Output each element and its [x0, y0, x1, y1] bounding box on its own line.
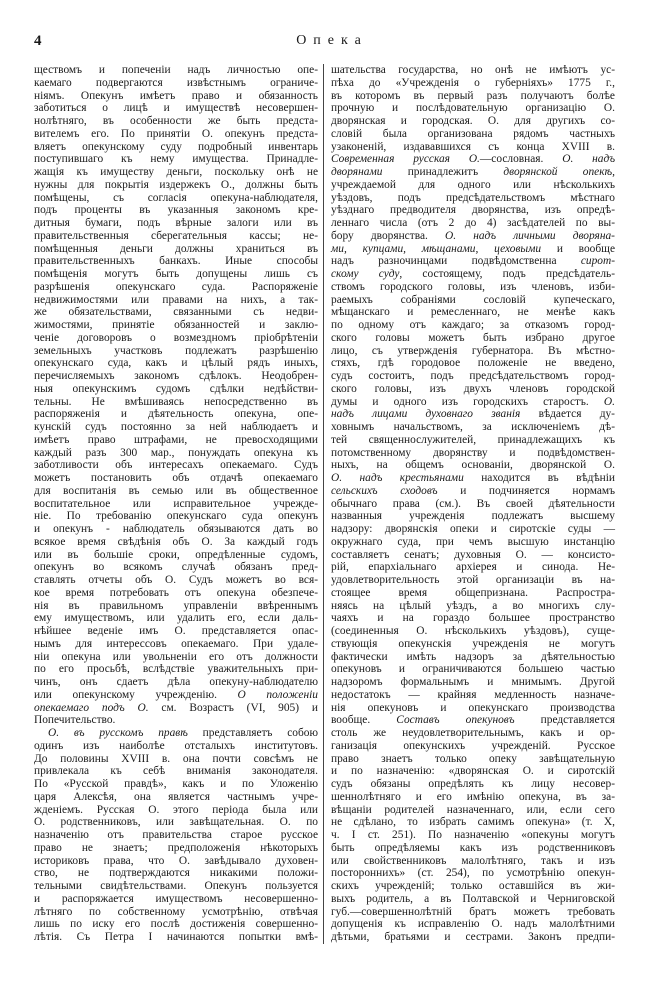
text-line: прочную и послѣдовательную организацію О.	[331, 102, 615, 115]
text-segment: представляетъ собою	[187, 727, 319, 739]
text-line: быть опредѣляемы какъ изъ родственниковъ	[331, 841, 615, 854]
text-line: дитныя бумаги, подъ вѣрные залоги или въ	[34, 217, 318, 229]
text-line: право не знаетъ; предположенія нѣкоторыхъ	[34, 841, 318, 854]
text-line: нія въ правильномъ управленіи ввѣреннымъ	[34, 599, 318, 612]
text-line: кое время потребовать отъ опекуна обезпече-	[34, 586, 318, 599]
text-line	[331, 408, 615, 421]
text-line: нѣйшее веденіе имъ О. представляется опас-	[34, 625, 318, 637]
text-line: недвижимостями или правами на нихъ, а так-	[34, 293, 318, 306]
text-line: вѣщаніи родителей назначеннаго, или, если сего	[331, 803, 615, 816]
text-line: воспитательное или исправительное учрежде-	[34, 497, 318, 510]
text-line: опекунъ во всякомъ случаѣ обязанъ пред-	[34, 561, 318, 574]
text-line	[34, 689, 318, 702]
text-line: недостатокъ — крайняя медленность назначе-	[331, 688, 615, 701]
text-line: кунскій судъ постоянно за ней наблюдаетъ и	[34, 421, 318, 433]
text-segment: , состоящему, подъ предсѣдатель-	[399, 268, 615, 280]
text-line: До половины XVIII в. она почти совсѣмъ не	[34, 752, 318, 765]
text-line: лишь по иску его послѣ достиженія совершенно-	[34, 918, 318, 931]
text-segment: см. Возрастъ (VI, 905) и	[148, 701, 318, 714]
text-line: подъ проценты въ указанныя закономъ кре-	[34, 204, 318, 217]
text-line	[331, 166, 615, 179]
text-line: лѣтняго по собственному усмотрѣнію, отвѣчая	[34, 905, 318, 918]
text-line: судъ состоитъ, подъ предсѣдательствомъ город-	[331, 370, 615, 382]
italic-text-segment: О. надъ	[562, 153, 616, 166]
text-line: судъ обязаны опредѣлять къ лицу несовер-	[331, 778, 615, 790]
text-line: же обязательствами, связанными съ недви-	[34, 306, 318, 319]
text-line: историковъ права, что О. завѣдывало духовен-	[34, 854, 318, 867]
text-line	[331, 268, 615, 281]
text-line: Попечительство.	[34, 714, 116, 727]
text-line: столь же неудовлетворительнымъ, какъ и ор-	[331, 727, 615, 739]
text-line: или свойственниковъ малолѣтняго, такъ и изъ	[331, 854, 615, 867]
text-line: узаконеній, издававшихся съ конца XVIII в.	[331, 140, 615, 153]
text-line: нія опекуновъ и опекунскаго производства	[331, 701, 615, 714]
text-line: перечисляемыхъ закономъ сдѣлокъ. Неодобрен-	[34, 370, 318, 382]
text-line: стяхъ, гдѣ городовое положеніе не введено,	[331, 357, 615, 370]
text-line: разрѣшенія опекунскаго суда. Распоряженіе	[34, 280, 318, 293]
left-column	[34, 64, 318, 944]
text-line: вляетъ опекунскому суду подробный инвентарь	[34, 140, 318, 153]
page-number: 4	[34, 33, 42, 49]
text-segment: —сословная.	[479, 153, 563, 166]
text-line: заботливости объ интересахъ опекаемаго. Судъ	[34, 459, 318, 472]
text-segment: и подчиняется нормамъ	[437, 484, 616, 497]
italic-text-segment: Составъ опекуновъ	[396, 714, 515, 727]
text-line: надзоромъ формальнымъ и мнимымъ. Другой	[331, 676, 615, 688]
text-line: ствующія опекунскія учрежденія не могутъ	[331, 637, 615, 650]
text-line: губ.—совершеннолѣтній братъ можетъ требовать	[331, 905, 615, 918]
text-line: фактически имѣть надзоръ за дѣятельностью	[331, 650, 615, 663]
text-line: заботиться о лицѣ и имуществѣ несовершен-	[34, 102, 318, 115]
text-line: не сдѣлано, то избрать самимъ опекуна» (т. X,	[331, 816, 615, 829]
text-line: пѣха до «Учрежденія о губерніяхъ» 1775 г.,	[331, 76, 615, 89]
text-line	[331, 153, 615, 166]
italic-text-segment: дворянской опекѣ,	[503, 166, 615, 178]
text-line: лицо, съ утвержденія губернатора. Въ мѣстно-	[331, 344, 615, 357]
text-line: надзору: дворянскія опеки и сиротскіе суды —	[331, 523, 615, 535]
column-divider	[323, 64, 324, 944]
text-line: (соединенныя О. нѣсколькихъ уѣздовъ), суще-	[331, 625, 615, 637]
text-line: правительственныя сберегательныя кассы; не-	[34, 229, 318, 242]
italic-text-segment: О.	[603, 395, 615, 408]
text-line: и опекунъ - наблюдатель обязываются дать во	[34, 523, 318, 535]
text-line: О. родственниковъ, или завѣщательная. О. по	[34, 816, 318, 829]
text-line: жденіемъ. Русская О. этого періода была или	[34, 803, 318, 816]
text-line: стоящее время общепризнана. Распростра-	[331, 586, 615, 599]
italic-text-segment: О. надъ личными дворяна-	[444, 229, 615, 242]
text-line: всякое время свѣдѣнія объ О. За каждый годъ	[34, 535, 318, 548]
italic-text-segment: сирот-	[580, 255, 615, 268]
italic-text-segment: надъ лицами духовнаго званія	[331, 408, 521, 421]
text-line: тельными свидѣтельствами. Опекунъ пользуется	[34, 880, 318, 892]
text-line: ченіе договоровъ о возмездномъ пріобрѣтеніи	[34, 331, 318, 344]
text-line	[331, 255, 615, 268]
text-line: вителемъ его. По принятіи О. опекунъ предста-	[34, 127, 318, 140]
italic-text-segment: ми, купцами, мѣщанами, цеховыми	[331, 242, 542, 255]
text-line: помѣщенія могутъ быть допущены лишь съ	[34, 268, 318, 280]
text-line: нымъ для интерессовъ опекаемаго. При удале-	[34, 637, 318, 650]
italic-text-segment: скому суду	[331, 268, 400, 280]
text-line: поступившаго къ нему имущества. Принадле-	[34, 153, 318, 166]
text-line: ховнымъ начальствомъ, за исключеніемъ дѣ-	[331, 421, 615, 433]
text-line: словій была организована рядомъ частныхъ	[331, 127, 615, 140]
text-segment: или опекунскому учрежденію.	[34, 688, 238, 701]
text-line: жимостями, принятіе обязанностей и заклю-	[34, 319, 318, 331]
text-segment: и вообще	[541, 242, 615, 255]
text-line: ганизація опекунскихъ учрежденій. Русское	[331, 739, 615, 752]
text-line: допущенія къ исправленію О. надъ малолѣтними	[331, 918, 615, 931]
text-line: или въ большіе сроки, опредѣленные судомъ,	[34, 548, 318, 561]
text-line: по одному отъ каждаго; за отказомъ город-	[331, 319, 615, 331]
text-line: По «Русской правдѣ», какъ и по Уложенію	[34, 778, 318, 790]
italic-text-segment: О положеніи	[237, 688, 318, 701]
text-line: ч. I ст. 251). По назначенію «опекуны могутъ	[331, 829, 615, 841]
text-line: ставлять отчеты объ О. Судъ можетъ во вся-	[34, 574, 318, 586]
text-line: жащія къ имуществу деньги, поскольку онѣ не	[34, 166, 318, 178]
text-line: ского головы можетъ быть избрано другое	[331, 331, 615, 344]
text-line: составляетъ сенатъ; духовныя О. — консисто-	[331, 548, 615, 561]
italic-text-segment: сельскихъ сходовъ	[331, 484, 438, 497]
text-line: тельны. Не вмѣшиваясь непосредственно въ	[34, 395, 318, 408]
text-line: рій, епархіальнаго архіерея и синода. Не-	[331, 561, 615, 574]
text-line: леннаго числа (отъ 2 до 4) засѣдателей по вы-	[331, 217, 615, 229]
text-segment: думы и одного изъ городскихъ старостъ.	[331, 395, 604, 408]
italic-text-segment: дворянами	[331, 166, 383, 178]
text-line: шеннолѣтняго и его имѣнію опекуна, въ за-	[331, 790, 615, 803]
text-line: выхъ родитель, а въ Полтавской и Черниговской	[331, 892, 615, 905]
text-segment: находится въ вѣдѣніи	[463, 472, 615, 484]
text-line: ніе. По требованію опекунскаго суда опекунъ	[34, 510, 318, 523]
text-line	[331, 230, 615, 243]
text-line: право знаетъ только опеку завѣщательную	[331, 752, 615, 765]
text-line	[331, 714, 615, 727]
text-segment: вѣдается ду-	[520, 408, 615, 421]
text-line: удовлетворительность этой организаціи въ на-	[331, 574, 615, 586]
text-line: опекуновъ и ограничиваются большею частью	[331, 663, 615, 676]
text-line: чаяхъ и на гораздо большее пространство	[331, 612, 615, 625]
text-line: раемыхъ собраніями сословій купеческаго,	[331, 293, 615, 306]
text-line: каждый разъ 300 мар., понуждать опекуна къ	[34, 446, 318, 459]
right-column	[331, 64, 615, 944]
text-line: дѣтьми, братьями и сестрами. Законъ предпи-	[331, 931, 615, 943]
text-line: царя Алексѣя, она является частнымъ учре-	[34, 790, 318, 803]
text-line: ныхъ, на общемъ основаніи, дворянской О.	[331, 459, 615, 472]
text-line: помѣщены, съ согласія опекуна-наблюдателя,	[34, 191, 318, 204]
text-line: нолѣтняго, въ особенности же быть предста-	[34, 115, 318, 127]
text-segment: надъ разночинцами подвѣдомственна	[331, 255, 581, 268]
text-line: лѣтія. Съ Петра I начинаются попытки вмѣ-	[34, 931, 318, 943]
text-line: шательства государства, но онѣ не имѣютъ ус-	[331, 64, 615, 76]
text-line: уѣздовъ, подъ предсѣдательствомъ мѣстнаго	[331, 191, 615, 204]
text-line: учреждаемой для одного или нѣсколькихъ	[331, 178, 615, 191]
text-line: нужны для покрытія издержекъ О., должны быть	[34, 178, 318, 191]
text-line	[331, 485, 615, 498]
text-line: привлекала къ себѣ вниманія законодателя.	[34, 765, 318, 778]
text-line: ствомъ городского головы, изъ членовъ, изби-	[331, 280, 615, 293]
text-segment: принадлежитъ	[382, 166, 504, 178]
text-line: обычнаго права (см.). Въ своей дѣятельности	[331, 497, 615, 510]
text-line: ніямъ. Опекунъ имѣетъ право и обязанность	[34, 89, 318, 102]
text-line: ство, не подтверждаются никакими положи-	[34, 867, 318, 880]
text-line	[331, 472, 615, 485]
text-line	[34, 727, 318, 740]
text-line	[331, 396, 615, 409]
text-segment: представляется	[514, 714, 615, 727]
text-line: окружнаго суда, при чемъ высшую инстанцію	[331, 535, 615, 548]
text-line: для воспитанія въ семью или въ общественное	[34, 484, 318, 497]
italic-text-segment: О. въ русскомъ правѣ	[48, 727, 188, 739]
text-line: можетъ постановить объ отдачѣ опекаемаго	[34, 472, 318, 484]
text-line: и по назначенію: «дворянская О. и сиротскій	[331, 765, 615, 778]
italic-text-segment: О. надъ крестьянами	[331, 472, 464, 484]
text-line: тей священнослужителей, принадлежащихъ къ	[331, 433, 615, 446]
text-line: ского головы, изъ двухъ членовъ городской	[331, 382, 615, 395]
text-line	[34, 702, 318, 715]
text-line	[331, 243, 615, 256]
text-line: уѣзднаго предводителя дворянства, изъ опредѣ-	[331, 204, 615, 217]
text-line: одинъ изъ наиболѣе отсталыхъ институтовъ.	[34, 739, 318, 752]
text-line: и распоряжается имуществомъ несовершенно-	[34, 892, 318, 905]
italic-text-segment: Современная русская О.	[331, 153, 480, 166]
text-line: ніи опекуна или увольненіи его отъ должности	[34, 650, 318, 663]
text-line: названныя учрежденія подлежатъ высшему	[331, 510, 615, 523]
text-segment: бору дворянства.	[331, 229, 445, 242]
text-line: няясь на цѣлый уѣздъ, а во многихъ слу-	[331, 599, 615, 612]
text-line: правительственныхъ банкахъ. Иные способы	[34, 255, 318, 268]
text-line: чинъ, онъ сдаетъ дѣла опекуну-наблюдателю	[34, 676, 318, 688]
text-line: по его просьбѣ, вслѣдствіе уважительныхъ при-	[34, 663, 318, 676]
text-line: имѣетъ право штрафами, не превосходящими	[34, 433, 318, 446]
text-line: ему имуществомъ, или удалить его, если даль-	[34, 612, 318, 625]
text-line: постороннихъ» (ст. 254), по усмотрѣнію опекун-	[331, 867, 615, 880]
text-line: ществомъ и попеченіи надъ личностью опе-	[34, 64, 318, 76]
text-line: назначенію отъ правительства старое русское	[34, 829, 318, 841]
text-line: каемаго подвергаются извѣстнымъ ограниче-	[34, 76, 318, 89]
text-line: опекунскаго суда, какъ и цѣлый рядъ иныхъ,	[34, 357, 318, 370]
running-title: Опека	[296, 33, 368, 48]
italic-text-segment: опекаемаго подъ О.	[34, 701, 149, 714]
text-line: въ которомъ въ первый разъ получаютъ болѣе	[331, 89, 615, 102]
text-line: скихъ учрежденій; только оставшійся въ жи-	[331, 880, 615, 892]
text-line: распоряженія и дѣятельность опекуна, опе-	[34, 408, 318, 421]
text-line: потомственному дворянству и подвѣдомствен-	[331, 446, 615, 459]
text-line: помѣщенныя деньги должны храниться въ	[34, 242, 318, 255]
text-segment: вообще.	[331, 714, 397, 727]
text-line: дворянская и городская. О. для другихъ со-	[331, 115, 615, 127]
text-line: мѣщанскаго и ремесленнаго, не менѣе какъ	[331, 306, 615, 319]
text-line: ныя опекунскимъ судомъ сдѣлки недѣйстви-	[34, 382, 318, 395]
text-line: земельныхъ участковъ подлежатъ разрѣшенію	[34, 344, 318, 357]
